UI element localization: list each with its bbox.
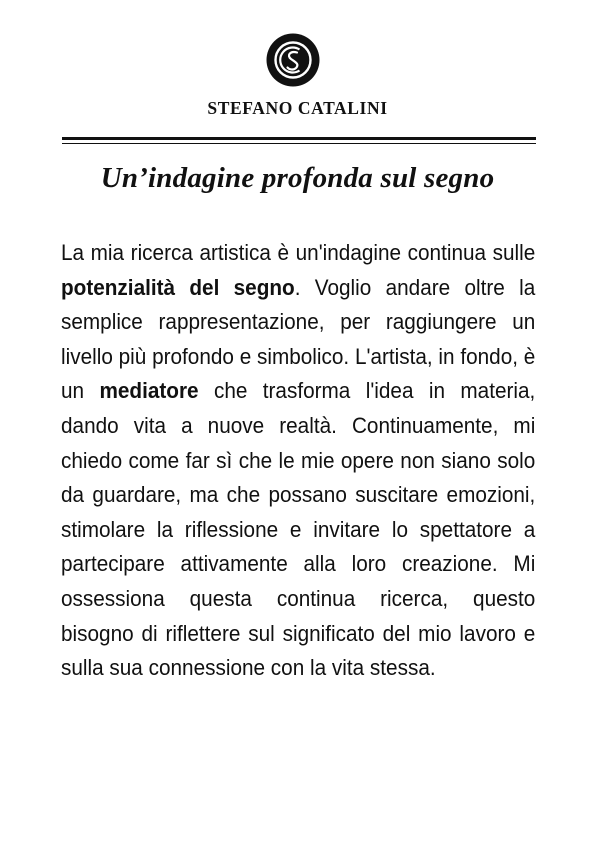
emphasis-potenzialita: potenzialità del segno — [61, 274, 295, 300]
paragraph-segment: La mia ricerca artistica è un'indagine continua sulle — [61, 240, 536, 265]
paragraph-segment: che trasforma l'idea in materia, dando vita a nuove realtà. Continuamente, mi chiedo come far sì che le mie opere non siano solo da guardare, ma che possano suscitare emozioni, stimolare la riflessione e invitare lo spettatore a partecipare attivamente alla loro creazione. Mi ossessiona questa continua ricerca, questo bisogno di riflettere sul significato del mio lavoro e sulla sua connessione con la vita stessa. — [61, 378, 536, 681]
page-title: Un’indagine profonda sul segno — [100, 162, 495, 194]
paragraph-segment: . Voglio andare oltre la semplice rappresentazione, per raggiungere un livello più profondo e simbolico. L'artista, in fondo, è un — [61, 274, 536, 404]
body-paragraph — [61, 236, 535, 686]
header-rule-thick — [62, 137, 536, 140]
author-name: STEFANO CATALINI — [207, 98, 388, 118]
cs-monogram-icon — [266, 33, 320, 87]
emphasis-mediatore: mediatore — [99, 378, 199, 404]
header-rule-thin — [62, 143, 536, 144]
